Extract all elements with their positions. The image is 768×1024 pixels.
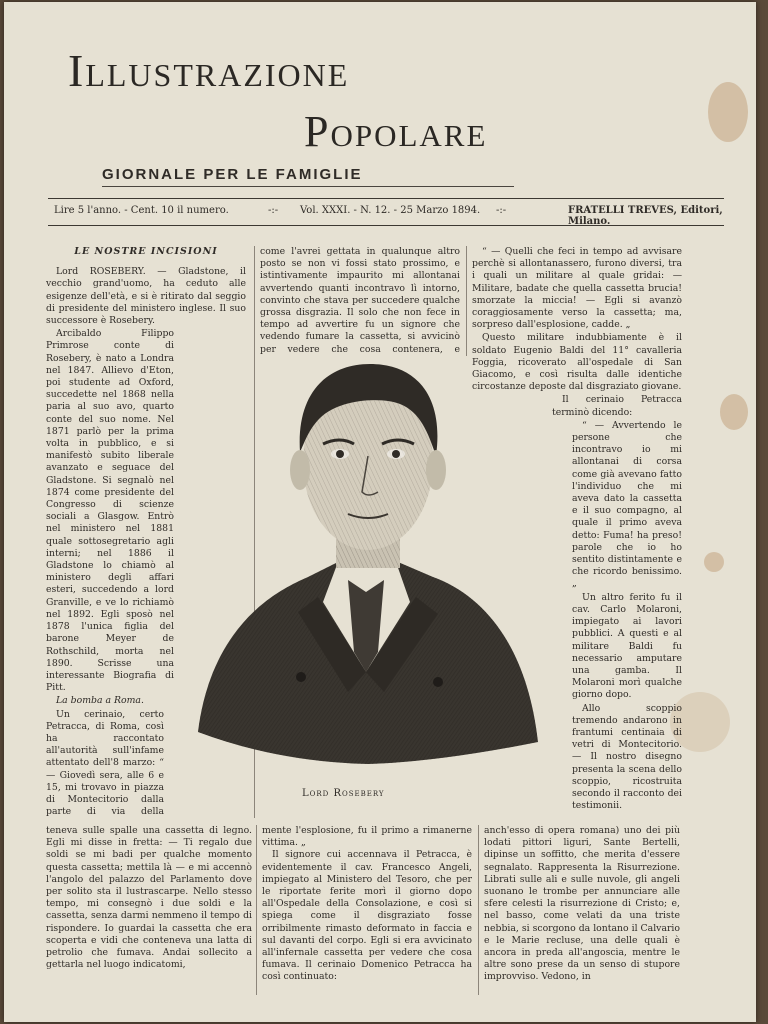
avvertendo-paragraph: “ — Avvertendo le persone che incontravo io mi allontanai di corsa come già avevano fatto l'individuo che mi aveva dato la cassetta e il suo compagno, al quale il primo aveva detto: Fuma! ha preso! parole che io ho sentito distintamente e che ricordo benissimo. „ <box>572 419 682 590</box>
column-2-top <box>260 246 460 356</box>
paper-stain <box>708 82 748 142</box>
paper-stain <box>720 394 748 430</box>
masthead-info-bar <box>48 198 724 226</box>
quelli-paragraph: “ — Quelli che feci in tempo ad avvisare perchè si allontanassero, furono diversi, tra i quali un militare al quale gridai: — Militare, badate che quella cassetta brucia! smorzate la miccia! — Egli si avanzò coraggiosamente verso la cassetta; ma, sorpreso dall'esplosione, cadde. „ <box>472 246 682 331</box>
rosebery-biography: Arcibaldo Filippo Primrose conte di Rosebery, è nato a Londra nel 1847. Allievo d'Eton, poi studente ad Oxford, succedette nel 1868 nella paria al suo avo, quarto conte del suo nome. Nel 1871 parlò per la prima volta in pubblico, e si manifestò subito liberale avanzato e seguace del Gladstone. Si segnalò nel 1874 come presidente del Congresso di scienze sociali a Glasgow. Entrò nel ministero nel 1881 quale sottosegretario agli interni; nel 1886 il Gladstone lo chiamò al ministero degli affari esteri, succedendo a lord Granville, e ve lo richiamò nel 1892. Egli sposò nel 1878 l'unica figlia del barone Meyer de Rothschild, morta nel 1890. Scrisse una interessante Biografia di Pitt. <box>46 328 174 694</box>
rosebery-intro: Lord ROSEBERY. — Gladstone, il vecchio grand'uomo, ha ceduto alle esigenze dell'età, e si è ritirato dal seggio di presidente del ministero inglese. Il suo successore è Rosebery. <box>46 266 246 327</box>
newspaper-page <box>4 2 756 1022</box>
subtitle-rule <box>102 186 514 187</box>
scoppio-paragraph: Allo scoppio tremendo andarono in frantumi centinaia di vetri di Montecitorio. — Il nostro disegno presenta la scena dello scoppio, ricostruita secondo il racconto dei testimonii. <box>572 702 682 812</box>
publisher-info: FRATELLI TREVES, Editori, Milano. <box>568 205 723 227</box>
newspaper-subtitle: GIORNALE PER LE FAMIGLIE <box>102 166 363 183</box>
bottom-column-2 <box>262 825 472 995</box>
section-heading-incisioni: LE NOSTRE INCISIONI <box>74 246 218 257</box>
ornament-left: -:- <box>268 205 279 216</box>
newspaper-title-line1: Illustrazione <box>68 45 350 96</box>
bertelli-article: anch'esso di opera romana) uno dei più lodati pittori liguri, Sante Bertelli, dipinse un soffitto, che merita d'essere segnalato. Rappresenta la Risurrezione. Librati sulle ali e sulle nuvole, gli angeli suonano le trombe per annunciare alle sfere celesti la risurrezione di Cristo; e, nel basso, come velati da una triste nebbia, si scorgono da lontano il Calvario e le Marie recluse, una delle quali è ancora in preda all'angoscia, mentre le altre sono prese da un senso di stupore improvviso. Vedono, in <box>484 825 680 983</box>
newspaper-title-line2: Popolare <box>304 107 488 156</box>
esplosione-vittima: mente l'esplosione, fu il primo a rimanerne vittima. „ <box>262 825 472 849</box>
petracca-terminated: Il cerinaio Petracca terminò dicendo: <box>552 394 682 418</box>
paper-stain <box>704 552 724 572</box>
bottom-column-1 <box>46 825 252 995</box>
price-info: Lire 5 l'anno. - Cent. 10 il numero. <box>54 205 229 216</box>
bomba-continuation: come l'avrei gettata in qualunque altro posto se non vi fossi stato prossimo, e istintivamente impaurito mi allontanai avvertendo quanti incontravo lì intorno, convinto che stava per succedere qualche grossa disgrazia. Il solo che non fece in tempo ad avvertire fu un signore che vedendo fumare la cassetta, si avvicinò per vedere che cosa contenera, e <box>260 246 460 355</box>
issue-info: Vol. XXXI. - N. 12. - 25 Marzo 1894. <box>300 205 481 216</box>
bomba-account: teneva sulle spalle una cassetta di legno. Egli mi disse in fretta: — Ti regalo due soldi se mi badi per qualche momento questa cassetta; mettila là — e mi accennò l'angolo del palazzo del Parlamento dove per solito sta il lustrascarpe. Nello stesso tempo, mi consegnò i due soldi e la cassetta, senza darmi nemmeno il tempo di rispondere. Io guardai la cassetta che era scoperta e vidi che conteneva una latta di petrolio che fumava. Andai sollecito a gettarla nel luogo indicatomi, <box>46 825 252 971</box>
column-rule <box>256 825 257 995</box>
portrait-caption: Lord Rosebery <box>302 788 385 799</box>
militare-paragraph: Questo militare indubbiamente è il soldato Eugenio Baldi del 11° cavalleria Foggia, ricoverato all'ospedale di San Giacomo, e così risulta dalle identiche circostanze deposte dal disgraziato giovane. <box>472 332 682 393</box>
column-rule <box>466 246 467 356</box>
portrait-engraving <box>188 352 546 767</box>
angeli-paragraph: Il signore cui accennava il Petracca, è evidentemente il cav. Francesco Angeli, impiegato al Ministero del Tesoro, che per le riportate ferite morì il giorno dopo all'Ospedale della Consolazione, e così si spiega come il disgraziato fosse orribilmente rimasto deformato in faccia e sul davanti del corpo. Egli si era avvicinato all'infernale cassetta per vedere che cosa fumava. Il cerinaio Domenico Petracca ha così continuato: <box>262 849 472 983</box>
section-heading-belle-arti <box>572 816 682 818</box>
column-rule <box>478 825 479 995</box>
molaroni-paragraph: Un altro ferito fu il cav. Carlo Molaroni, impiegato ai lavori pubblici. A questi e al militare Baldi fu necessario amputare una gamba. Il Molaroni morì qualche giorno dopo. <box>572 591 682 701</box>
bottom-column-3 <box>484 825 680 995</box>
ornament-right: -:- <box>496 205 507 216</box>
bomba-article: Un cerinaio, certo Petracca, di Roma, così ha raccontato all'autorità sull'infame attentato dell'8 marzo: “ — Giovedì sera, alle 6 e 15, mi trovavo in piazza di Montecitorio dalla parte di via della <box>46 708 164 818</box>
bomba-heading: La bomba a Roma. <box>56 695 144 707</box>
